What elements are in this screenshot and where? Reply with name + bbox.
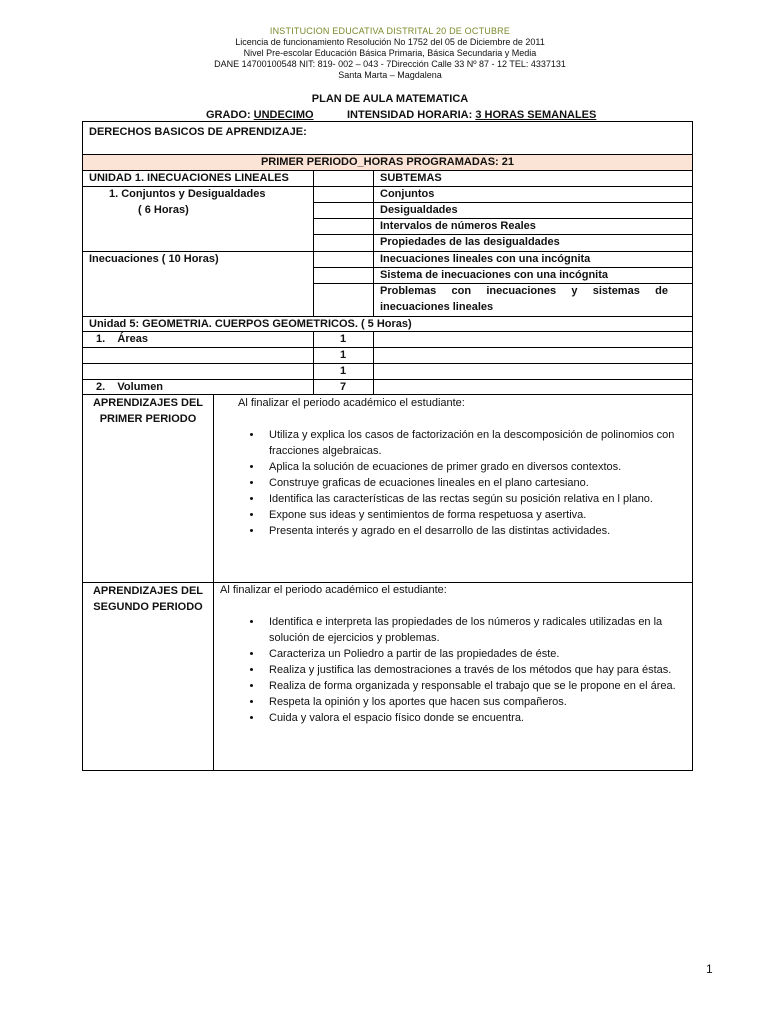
aprend1-list	[213, 427, 692, 577]
aprend2-item: • Respeta la opinión y los aportes que hacen sus compañeros.	[263, 694, 692, 710]
aprend1-item: • Presenta interés y agrado en el desarrollo de las distintas actividades.	[263, 523, 692, 539]
license-line: Licencia de funcionamiento Resolución No 1752 del 05 de Diciembre de 2011	[235, 37, 545, 47]
unit5-label: Unidad 5: GEOMETRIA. CUERPOS GEOMETRICOS. ( 5 Horas)	[89, 318, 412, 330]
subtema-item-continued: inecuaciones lineales	[380, 301, 494, 313]
grade-line	[206, 109, 314, 121]
aprend2-item: • Cuida y valora el espacio físico donde se encuentra.	[263, 710, 692, 726]
grade-label: GRADO:	[206, 109, 254, 121]
letterhead	[0, 26, 768, 81]
page-number: 1	[706, 962, 713, 976]
document-title: PLAN DE AULA MATEMATICA	[311, 93, 469, 105]
unit1-label: UNIDAD 1. INECUACIONES LINEALES	[89, 172, 289, 184]
hours-cell: 1	[339, 365, 347, 377]
aprend2-label-line: SEGUNDO PERIODO	[93, 601, 203, 613]
aprend2-item: • Realiza y justifica las demostraciones a través de los métodos que hay para éstas.	[263, 662, 692, 678]
subtema-item: Problemas con inecuaciones y sistemas de	[380, 285, 668, 297]
aprend2-intro: Al finalizar el periodo académico el estudiante:	[220, 584, 447, 596]
plan-table	[82, 121, 693, 771]
hours-cell: 7	[339, 381, 347, 393]
aprend1-item: • Identifica las características de las rectas según su posición relativa en l plano.	[263, 491, 692, 507]
aprend2-label-line: APRENDIZAJES DEL	[92, 585, 204, 597]
subtema-item: Propiedades de las desigualdades	[380, 236, 560, 248]
intensity-label: INTENSIDAD HORARIA:	[347, 109, 476, 121]
contact-line: DANE 14700100548 NIT: 819- 002 – 043 - 7Dirección Calle 33 Nº 87 - 12 TEL: 4337131	[214, 59, 566, 69]
subtemas-header: SUBTEMAS	[380, 172, 442, 184]
aprend1-intro: Al finalizar el periodo académico el estudiante:	[238, 397, 465, 409]
aprend1-label-line: PRIMER PERIODO	[99, 413, 197, 425]
aprend2-item: • Realiza de forma organizada y responsable el trabajo que se le propone en el área.	[263, 678, 692, 694]
aprend1-label-line: APRENDIZAJES DEL	[92, 397, 204, 409]
grade-value: UNDECIMO	[253, 109, 314, 121]
hours-cell: 1	[339, 333, 347, 345]
institution-name: INSTITUCION EDUCATIVA DISTRITAL 20 DE OCTUBRE	[269, 26, 511, 36]
aprend1-item: • Expone sus ideas y sentimientos de forma respetuosa y asertiva.	[263, 507, 692, 523]
aprend1-item: • Utiliza y explica los casos de factorización en la descomposición de polinomios con fracciones algebraicas.	[263, 427, 692, 459]
aprend1-label	[83, 395, 213, 429]
period-header: PRIMER PERIODO_HORAS PROGRAMADAS: 21	[83, 154, 692, 170]
topic2-title: Inecuaciones ( 10 Horas)	[89, 253, 219, 265]
volumen-label: 2. Volumen	[96, 381, 164, 393]
hours-cell: 1	[339, 349, 347, 361]
aprend2-label	[83, 583, 213, 617]
levels-line: Nivel Pre-escolar Educación Básica Primaria, Básica Secundaria y Media	[243, 48, 537, 58]
city-line: Santa Marta – Magdalena	[338, 70, 442, 80]
areas-label: 1. Áreas	[96, 333, 148, 345]
subtema-item: Desigualdades	[380, 204, 458, 216]
topic1-hours: ( 6 Horas)	[138, 204, 189, 216]
aprend1-item: • Construye graficas de ecuaciones lineales en el plano cartesiano.	[263, 475, 692, 491]
aprend2-list	[213, 614, 692, 764]
aprend2-item: • Identifica e interpreta las propiedades de los números y radicales utilizadas en la solución de ejercicios y problemas.	[263, 614, 692, 646]
aprend1-item: • Aplica la solución de ecuaciones de primer grado en diversos contextos.	[263, 459, 692, 475]
intensity-value: 3 HORAS SEMANALES	[475, 109, 597, 121]
topic1-title: 1. Conjuntos y Desigualdades	[109, 188, 266, 200]
intensity-line	[347, 109, 596, 121]
subtema-item: Inecuaciones lineales con una incógnita	[380, 253, 591, 265]
dba-label: DERECHOS BASICOS DE APRENDIZAJE:	[89, 126, 307, 138]
subtema-item: Conjuntos	[380, 188, 435, 200]
subtema-item: Sistema de inecuaciones con una incógnita	[380, 269, 609, 281]
subtema-item: Intervalos de números Reales	[380, 220, 536, 232]
aprend2-item: • Caracteriza un Poliedro a partir de las propiedades de éste.	[263, 646, 692, 662]
